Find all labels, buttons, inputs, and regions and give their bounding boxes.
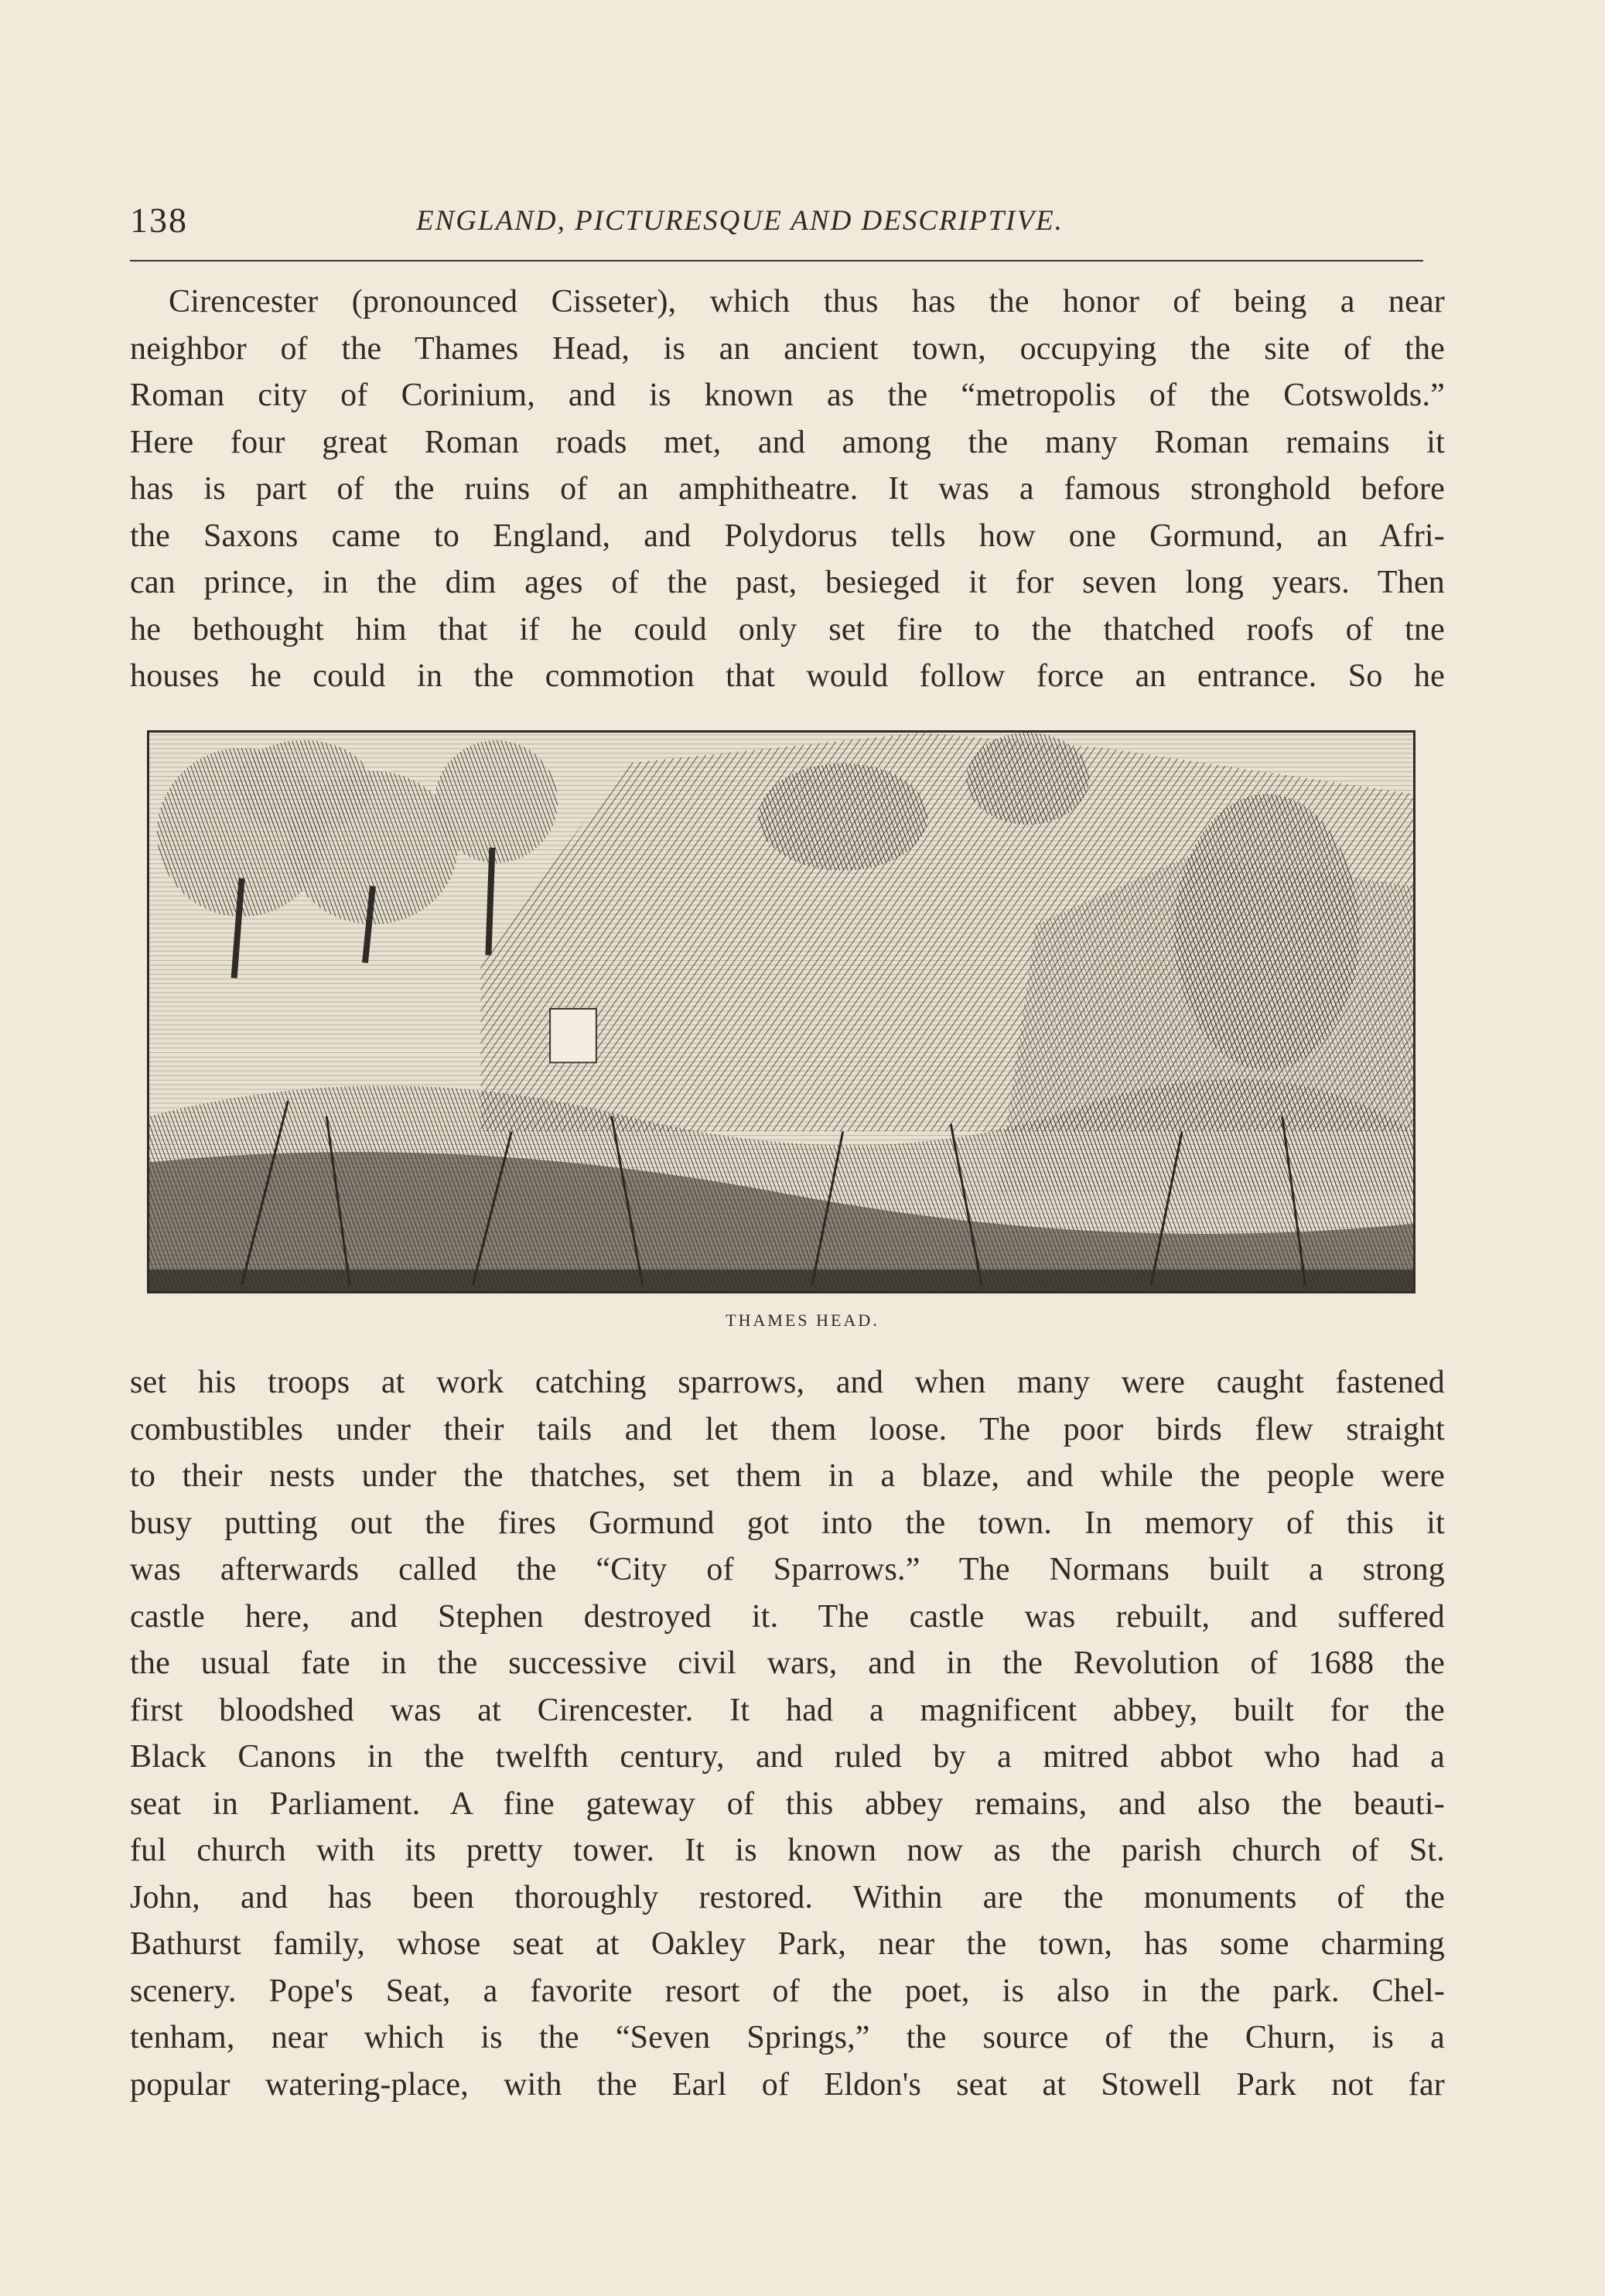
text-line: popular watering-place, with the Earl of Eldon's seat at Stowell Park not far: [130, 2066, 1445, 2103]
running-title: ENGLAND, PICTURESQUE AND DESCRIPTIVE.: [416, 205, 1064, 237]
text-line: he bethought him that if he could only set fire to the thatched roofs of tne: [130, 611, 1445, 647]
illustration-caption: THAMES HEAD.: [726, 1310, 879, 1330]
text-line: houses he could in the commotion that would follow force an entrance. So he: [130, 658, 1445, 694]
text-line: set his troops at work catching sparrows, and when many were caught fastened: [130, 1365, 1445, 1400]
header-rule: [130, 260, 1423, 261]
page-header: [130, 200, 1423, 246]
text-line: Black Canons in the twelfth century, and ruled by a mitred abbot who had a: [130, 1739, 1445, 1775]
text-line: first bloodshed was at Cirencester. It had a magnificent abbey, built for the: [130, 1692, 1445, 1728]
text-line: Cirencester (pronounced Cisseter), which thus has the honor of being a near: [169, 284, 1445, 319]
text-line: castle here, and Stephen destroyed it. The castle was rebuilt, and suffered: [130, 1598, 1445, 1635]
text-line: Here four great Roman roads met, and among the many Roman remains it: [130, 424, 1445, 460]
text-line: John, and has been thoroughly restored. Within are the monuments of the: [130, 1879, 1445, 1915]
text-line: Roman city of Corinium, and is known as the “metropolis of the Cotswolds.”: [130, 378, 1445, 413]
text-line: neighbor of the Thames Head, is an ancient town, occupying the site of the: [130, 330, 1445, 367]
text-line: tenham, near which is the “Seven Springs,” the source of the Churn, is a: [130, 2020, 1445, 2055]
text-line: scenery. Pope's Seat, a favorite resort of the poet, is also in the park. Chel-: [130, 1973, 1445, 2009]
paragraph-top: [130, 278, 1445, 700]
text-line: ful church with its pretty tower. It is known now as the parish church of St.: [130, 1833, 1445, 1868]
paragraph-bottom: [130, 1359, 1445, 2108]
text-line: seat in Parliament. A fine gateway of this abbey remains, and also the beauti-: [130, 1785, 1445, 1822]
text-line: busy putting out the fires Gormund got into the town. In memory of this it: [130, 1505, 1445, 1541]
text-line: the usual fate in the successive civil wars, and in the Revolution of 1688 the: [130, 1645, 1445, 1681]
text-line: to their nests under the thatches, set them in a blaze, and while the people were: [130, 1458, 1445, 1494]
text-line: can prince, in the dim ages of the past, besieged it for seven long years. Then: [130, 565, 1445, 600]
text-line: has is part of the ruins of an amphitheatre. It was a famous stronghold before: [130, 471, 1445, 507]
text-line: Bathurst family, whose seat at Oakley Park, near the town, has some charming: [130, 1926, 1445, 1962]
engraving-illustration: [147, 730, 1415, 1293]
text-line: combustibles under their tails and let them loose. The poor birds flew straight: [130, 1411, 1445, 1447]
text-line: the Saxons came to England, and Polydorus tells how one Gormund, an Afri-: [130, 518, 1445, 554]
text-line: was afterwards called the “City of Sparrows.” The Normans built a strong: [130, 1552, 1445, 1587]
landscape-engraving: [149, 733, 1413, 1291]
page-number: 138: [130, 200, 188, 240]
